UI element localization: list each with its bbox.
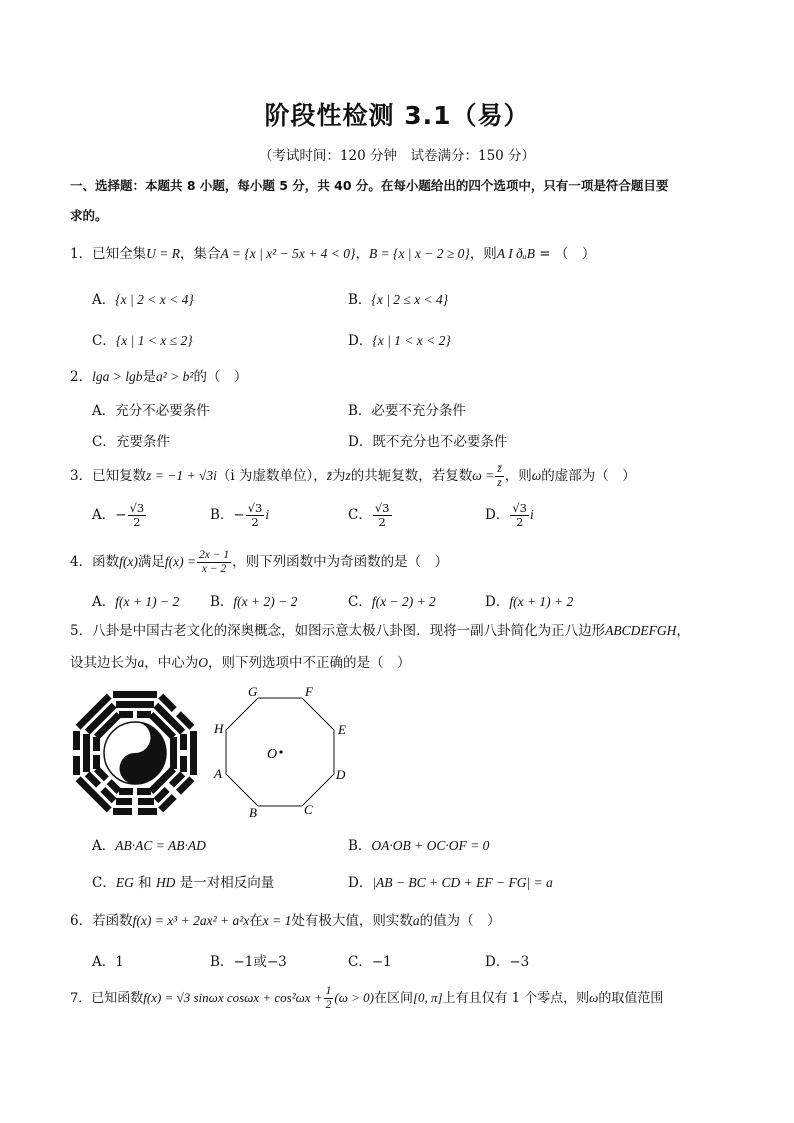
question-1-option-a: A．{x | 2 < x < 4} xyxy=(92,292,194,308)
question-2-option-c: C．充要条件 xyxy=(92,434,170,450)
question-2-option-d: D．既不充分也不必要条件 xyxy=(348,434,508,450)
question-3-stem: 3．已知复数z = −1 + √3i（i 为虚数单位），z̄为z的共轭复数，若复数ω = $\frac{z̄}{z}$ ，则ω的虚部为（ ） xyxy=(70,463,636,489)
question-5-stem-line1: 5．八卦是中国古老文化的深奥概念，如图示意太极八卦图．现将一副八卦简化为正八边形ABCDEFGH， xyxy=(70,623,690,639)
question-5-option-b: B．OA·OB + OC·OF = 0 xyxy=(348,838,490,854)
question-1-option-b: B．{x | 2 ≤ x < 4} xyxy=(348,292,449,308)
question-5-option-c: C．EG 和 HD 是一对相反向量 xyxy=(92,875,275,891)
section-heading: 一、选择题：本题共 8 小题，每小题 5 分，共 40 分。在每小题给出的四个选项中，只有一项是符合题目要 xyxy=(70,178,669,193)
question-6-option-d: D．−3 xyxy=(485,954,530,970)
label-b: B xyxy=(249,805,257,820)
trigram-w xyxy=(73,731,100,775)
question-4-stem: 4．函数f(x)满足f(x) = $\frac{2x - 1}{x - 2}$ ，则下列函数中为奇函数的是（ ） xyxy=(70,549,449,575)
label-h: H xyxy=(214,721,224,736)
center-point xyxy=(279,750,282,753)
question-3-option-d: D． $\frac{√3}{2}$ i xyxy=(485,501,534,529)
question-2-stem: 2．lga > lgb是a² > b²的（ ） xyxy=(70,369,248,385)
label-g: G xyxy=(248,684,258,699)
question-2-option-b: B．必要不充分条件 xyxy=(348,403,466,419)
question-3-option-c: C． $\frac{√3}{2}$ xyxy=(348,501,390,529)
label-f: F xyxy=(305,684,313,699)
question-3-option-a: A．− $\frac{√3}{2}$ xyxy=(92,501,145,529)
question-5-option-a: A．AB·AC = AB·AD xyxy=(92,838,206,854)
trigram-e xyxy=(170,731,197,775)
question-6-stem: 6．若函数f(x) = x³ + 2ax² + a²x在x = 1处有极大值，则实数a的值为（ ） xyxy=(70,913,501,929)
question-3-option-b: B．− $\frac{√3}{2}$ i xyxy=(210,501,270,529)
label-o: O xyxy=(267,747,278,762)
question-1-stem: 1．已知全集U = R，集合A = {x | x² − 5x + 4 < 0}，B = {x | x − 2 ≥ 0}，则A I ðᵤB = （ ） xyxy=(70,246,596,262)
question-4-option-c: C．f(x − 2) + 2 xyxy=(348,594,436,610)
question-6-option-a: A．1 xyxy=(92,954,124,970)
label-d: D xyxy=(336,767,346,782)
section-heading-cont: 求的。 xyxy=(70,208,108,223)
label-a: A xyxy=(214,766,222,781)
page-subtitle: （考试时间：120 分钟 试卷满分：150 分） xyxy=(258,148,536,164)
label-c: C xyxy=(304,802,313,817)
question-4-option-d: D．f(x + 1) + 2 xyxy=(485,594,574,610)
trigram-s xyxy=(113,788,157,815)
label-e: E xyxy=(338,722,346,737)
question-4-option-b: B．f(x + 2) − 2 xyxy=(210,594,298,610)
page-title: 阶段性检测 3.1（易） xyxy=(264,101,530,130)
question-2-option-a: A．充分不必要条件 xyxy=(92,403,210,419)
taiji-bagua-figure xyxy=(70,688,200,818)
yin-yang-icon xyxy=(104,722,166,784)
trigram-n xyxy=(113,691,157,718)
question-5-stem-line2: 设其边长为a，中心为O，则下列选项中不正确的是（ ） xyxy=(70,655,411,671)
question-7-stem: 7．已知函数f(x) = √3 sinωx cosωx + cos²ωx + $\frac{1}{2}$ (ω > 0)在区间[0, π]上有且仅有 1 个零点，则ω的取值范围 xyxy=(70,985,664,1011)
question-4-option-a: A．f(x + 1) − 2 xyxy=(92,594,180,610)
octagon-figure xyxy=(200,680,370,825)
question-5-option-d: D．|AB − BC + CD + EF − FG| = a xyxy=(348,875,553,891)
question-1-option-c: C．{x | 1 < x ≤ 2} xyxy=(92,333,193,349)
omega-fraction: $\frac{z̄}{z}$ xyxy=(497,463,502,489)
question-6-option-c: C．−1 xyxy=(348,954,392,970)
question-6-option-b: B．−1或−3 xyxy=(210,954,287,970)
question-1-option-d: D．{x | 1 < x < 2} xyxy=(348,333,451,349)
